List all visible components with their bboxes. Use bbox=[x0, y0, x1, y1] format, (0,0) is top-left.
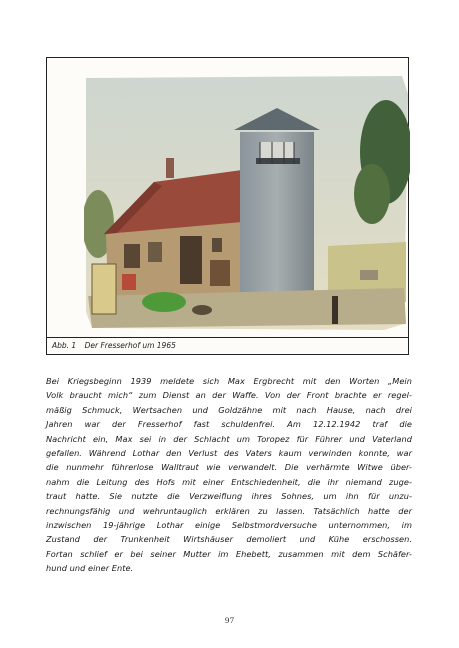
text-line: traut hatte. Sie nutzte die Verzweiflung ihres Sohnes, um ihn für unzu- bbox=[46, 491, 412, 502]
text-line: inzwischen 19-jährige Lothar einige Selbstmordversuche unternommen, im bbox=[46, 520, 412, 531]
body-text bbox=[46, 374, 412, 576]
figure-label: Abb. 1 bbox=[52, 341, 77, 350]
text-line: Volk braucht mich“ zum Dienst an der Waffe. Von der Front brachte er regel- bbox=[46, 390, 412, 401]
text-line: Bei Kriegsbeginn 1939 meldete sich Max Ergbrecht mit den Worten „Mein bbox=[46, 376, 412, 386]
text-line: Zustand der Trunkenheit Wirtshäuser demoliert und Kühe erschossen. bbox=[46, 534, 412, 545]
text-line: nahm die Leitung des Hofs mit einer Entschiedenheit, die ihr niemand zuge- bbox=[46, 476, 412, 487]
page-number: 97 bbox=[224, 616, 235, 625]
figure-frame bbox=[46, 57, 409, 355]
text-line: gefallen. Während Lothar den Verlust des Vaters kaum verwinden konnte, war bbox=[46, 448, 412, 459]
text-line: Fortan schlief er bei seiner Mutter im Ehebett, zusammen mit dem Schäfer- bbox=[46, 548, 412, 559]
text-line: die nunmehr führerlose Walltraut wie verwandelt. Die verhärmte Witwe über- bbox=[46, 462, 412, 473]
figure-caption-text: Der Fresserhof um 1965 bbox=[84, 341, 176, 350]
text-line: Jahren war der Fresserhof fast schuldenfrei. Am 12.12.1942 traf die bbox=[46, 419, 412, 430]
text-line: mäßig Schmuck, Wertsachen und Goldzähne mit nach Hause, nach drei bbox=[46, 404, 412, 415]
text-line: Nachricht ein, Max sei in der Schlacht um Toropez für Führer und Vaterland bbox=[46, 433, 412, 444]
text-line: hund und einer Ente. bbox=[46, 563, 134, 574]
farmhouse-silo-illustration bbox=[84, 74, 410, 332]
figure-caption bbox=[47, 337, 408, 354]
text-line: rechnungsfähig und wehruntauglich erklären zu lassen. Tatsächlich hatte der bbox=[46, 505, 412, 516]
